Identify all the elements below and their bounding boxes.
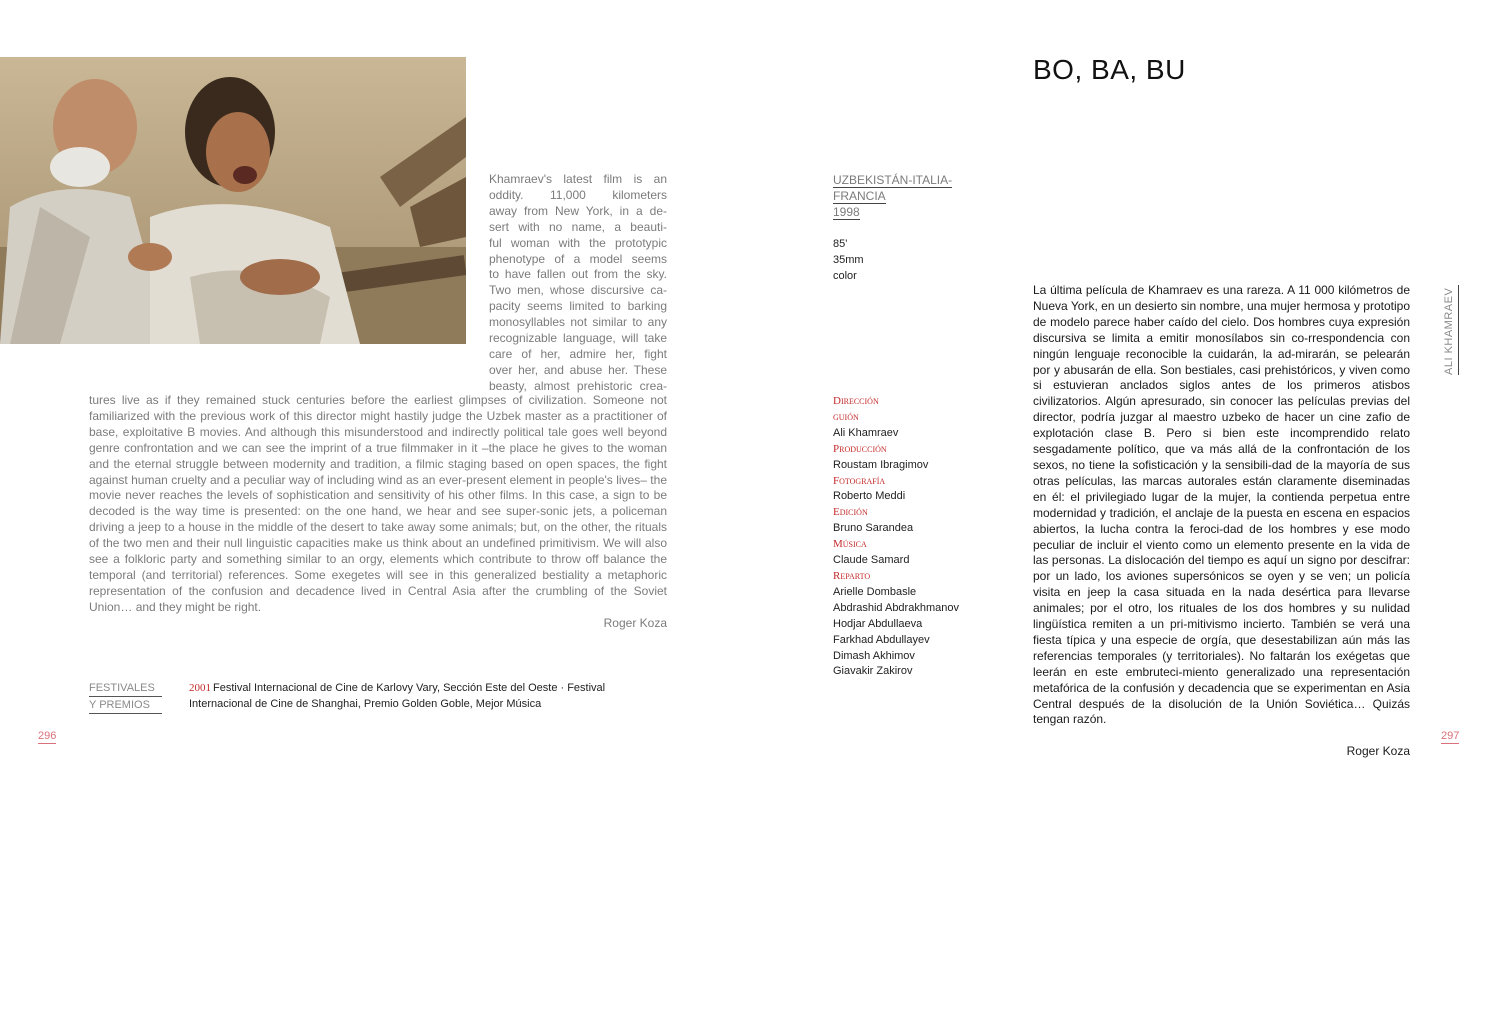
english-line: to have fallen out from the sky. [489,267,667,282]
festivals-label-line-1: FESTIVALES [89,680,162,697]
country-line-2: FRANCIA [833,189,886,203]
credit-role: Dirección [833,395,879,407]
film-still-image [0,57,466,344]
film-year: 1998 [833,205,860,219]
credit-name: Hodjar Abdullaeva [833,617,923,630]
english-line: care of her, admire her, fight [489,346,667,361]
festivals-description: Festival Internacional de Cine de Karlovy Vary, Sección Este del Oeste · Festival Internacional de Cine de Shanghai, Premio Golden Goble, Mejor Música [189,682,606,710]
duration: 85' [833,238,848,250]
credit-role: Edición [833,506,868,519]
technical-specs [833,236,864,284]
film-title: BO, BA, BU [1033,54,1186,85]
credit-name: Abdrashid Abdrakhmanov [833,601,959,614]
credit-name: Roberto Meddi [833,490,906,503]
credit-role: guión [833,410,859,423]
english-review-top [489,172,667,395]
english-line: Khamraev's latest film is an [489,172,667,186]
color-mode: color [833,270,857,282]
credit-role: Música [833,538,867,551]
spanish-review-author: Roger Koza [1346,744,1410,758]
festivals-label [89,680,162,714]
english-review-author: Roger Koza [603,616,667,630]
country-year-block [833,172,973,220]
country-line-1: UZBEKISTÁN-ITALIA- [833,173,953,187]
credits-list [833,394,959,680]
credit-role: Fotografía [833,474,886,487]
credit-name: Dimash Akhimov [833,649,915,662]
english-line: phenotype of a model seems [489,251,667,266]
english-line: oddity. 11,000 kilometers [489,187,667,202]
festivals-text [189,680,667,712]
credit-name: Roustam Ibragimov [833,458,929,471]
credit-name: Giavakir Zakirov [833,665,913,678]
english-line: monosyllables not similar to any [489,315,667,330]
english-line: Two men, whose discursive ca- [489,283,667,298]
festivals-year: 2001 [189,682,211,694]
credit-role: Producción [833,442,887,455]
credit-name: Bruno Sarandea [833,522,914,535]
credit-role: Reparto [833,569,871,582]
credit-name: Arielle Dombasle [833,585,917,598]
credit-name: Claude Samard [833,554,910,567]
english-line: ful woman with the prototypic [489,235,667,250]
page-number-left: 296 [38,730,57,742]
page-number-right: 297 [1441,730,1460,742]
director-name-vertical: ALI KHAMRAEV [1443,285,1459,375]
credit-name: Farkhad Abdullayev [833,633,930,646]
spanish-review-body: La última película de Khamraev es una rareza. A 11 000 kilómetros de Nueva York, en un desierto sin nombre, una mujer hermosa y prototipo de modelo parece haber caído del cielo. Dos hombres cuya expresión discursiva se limita a emitir monosílabos sin co-rrespondencia con ningún lenguaje reconocible la cuidarán, la ad-mirarán, se pelearán por y abusarán de ella. Son bestiales, casi prehistóricos, y viven como si estuvieran anclados siglos antes de los primeros atisbos civilizatorios. Algún apresurado, sin conocer las películas previas del director, podría juzgar al maestro uzbeko de hacer un cine zafio de explotación clase B. Pero si bien este incomprendido relato sesgadamente político, que va más allá de la confrontación de los sexos, no tiene la sofisticación y la sensibili-dad de la mayoría de sus otras películas, las marcas autorales están claramente diseminadas en él: el privilegiado lugar de la mujer, la contienda perpetua entre modernidad y tradición, el anclaje de la puesta en escena en espacios abiertos, la lucha contra la feroci-dad de los hombres y ese modo peculiar de incluir el viento como un elemento presente en la vida de las personas. La dislocación del tiempo es aquí un signo por descifrar: por un lado, los aviones supersónicos se oyen y se ven; un policía visita en jeep la casa situada en la nada desértica para llevarse animales; por el otro, los rituales de los dos hombres y su nulidad lingüística remiten a un pri-mitivismo incierto. También se verá una fiesta típica y una especie de orgía, que desestabilizan aún más las referencias temporales (y territoriales). No faltarán los exégetas que leerán en este embruteci-miento generalizado una representación metafórica de la confusión y decadencia que se experimentan en Asia Central después de la disolución de la Unión Soviética… Quizás tengan razón. [1033,283,1410,727]
english-line: sert with no name, a beauti- [489,219,667,234]
festivals-label-line-2: Y PREMIOS [89,697,162,714]
english-line: recognizable language, will take [489,331,667,346]
english-review-body: tures live as if they remained stuck centuries before the earliest glimpses of civilization. Someone not familiarized with the previous work of this director might hastily judge the Uzbek master as a practitioner of base, exploitative B movies. And although this misunderstood and indirectly political tale goes well beyond genre confrontation and we can see the imprint of a true filmmaker in it –the place he gives to the woman and the eternal struggle between modernity and tradition, a filmic staging based on open spaces, the fight against human cruelty and a peculiar way of including wind as an ever-present element in people's lives– the movie never reaches the levels of sophistication and sensitivity of his other films. In this case, a sign to be decoded is the way time is presented: on the one hand, we hear and see super-sonic jets, a policeman driving a jeep to a house in the middle of the desert to take away some animals; but, on the other, the rituals of the two men and their null linguistic capacities make us think about an undefined primitivism. We will also see a folkloric party and something similar to an orgy, elements which contribute to throw off balance the temporal (and territorial) references. Some exegetes will see in this generalized bestiality a metaphoric representation of the confusion and decadence lived in Central Asia after the crumbling of the Soviet Union… and they might be right. [89,393,667,614]
credit-name: Ali Khamraev [833,426,899,439]
film-format: 35mm [833,254,864,266]
english-line: pacity seems limited to barking [489,299,667,314]
english-line: away from New York, in a de- [489,203,667,218]
english-line: over her, and abuse her. These [489,362,667,377]
english-line: beasty, almost prehistoric crea- [489,378,667,393]
